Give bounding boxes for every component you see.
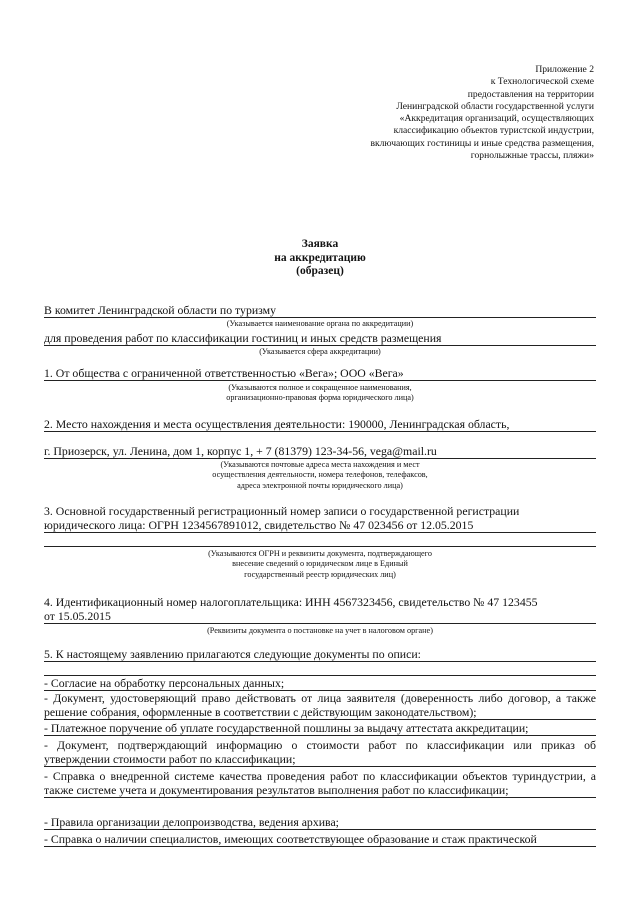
attachments-heading: 5. К настоящему заявлению прилагаются следующие документы по описи: bbox=[44, 647, 596, 662]
ogrn-note: (Указываются ОГРН и реквизиты документа, подтверждающего внесение сведений о юридическом лице в Единый государственный реестр юридических лиц) bbox=[208, 549, 432, 579]
applicant-name-field: 1. От общества с ограниченной ответственностью «Вега»; ООО «Вега» bbox=[44, 366, 596, 381]
appendix-line: Приложение 2 bbox=[535, 64, 594, 75]
attachment-item: - Справка о внедренной системе качества проведения работ по классификации объектов туриндустрии, а также системе учета и документирования результатов выполнения работ по классификации; bbox=[44, 769, 596, 797]
inn-note: (Реквизиты документа о постановке на учет в налоговом органе) bbox=[207, 626, 433, 635]
document-title bbox=[0, 238, 640, 279]
appendix-line: «Аккредитация организаций, осуществляющих bbox=[399, 113, 594, 125]
inn-field-line2: от 15.05.2015 bbox=[44, 609, 596, 624]
appendix-line: классификацию объектов туристской индустрии, bbox=[393, 125, 594, 137]
appendix-line: к Технологической схеме bbox=[490, 76, 594, 88]
appendix-line: предоставления на территории bbox=[467, 88, 594, 100]
authority-field: В комитет Ленинградской области по туризму bbox=[44, 303, 596, 318]
attachment-item: - Платежное поручение об уплате государственной пошлины за выдачу аттестата аккредитации; bbox=[44, 721, 596, 736]
title-line: (образец) bbox=[296, 265, 344, 277]
appendix-header bbox=[294, 64, 594, 162]
attachment-item: - Справка о наличии специалистов, имеющих соответствующее образование и стаж практической bbox=[44, 832, 596, 847]
address-field-line2: г. Приозерск, ул. Ленина, дом 1, корпус 1, + 7 (81379) 123-34-56, vega@mail.ru bbox=[44, 444, 596, 459]
attachments-blank-line bbox=[44, 661, 596, 676]
address-note: (Указываются почтовые адреса места нахождения и мест осуществления деятельности, номера телефонов, телефаксов, адреса электронной почты юридического лица) bbox=[212, 460, 428, 490]
authority-note: (Указывается наименование органа по аккредитации) bbox=[226, 319, 414, 328]
applicant-name-note: (Указываются полное и сокращенное наименования, организационно-правовая форма юридического лица) bbox=[226, 383, 414, 403]
title-line: на аккредитацию bbox=[274, 251, 366, 264]
appendix-line: Ленинградской области государственной услуги bbox=[396, 100, 594, 112]
attachment-item: - Документ, подтверждающий информацию о стоимости работ по классификации или приказ об утверждении стоимости работ по классификации; bbox=[44, 738, 596, 766]
attachment-item: - Согласие на обработку персональных данных; bbox=[44, 676, 596, 691]
attachment-item: - Документ, удостоверяющий право действовать от лица заявителя (доверенность либо договор, а также решение собрания, оформленные в соответствии с действующим законодательством); bbox=[44, 691, 596, 719]
inn-field-line1: 4. Идентификационный номер налогоплательщика: ИНН 4567323456, свидетельство № 47 123455 bbox=[44, 595, 538, 609]
ogrn-field-line1: 3. Основной государственный регистрационный номер записи о государственной регистрации bbox=[44, 504, 520, 518]
appendix-line: включающих гостиницы и иные средства размещения, bbox=[370, 137, 594, 149]
title-line: Заявка bbox=[301, 238, 339, 250]
appendix-line: горнолыжные трассы, пляжи» bbox=[470, 150, 594, 162]
sphere-field: для проведения работ по классификации гостиниц и иных средств размещения bbox=[44, 331, 596, 346]
ogrn-field-blank bbox=[44, 532, 596, 547]
ogrn-field-line2: юридического лица: ОГРН 1234567891012, свидетельство № 47 023456 от 12.05.2015 bbox=[44, 518, 596, 533]
attachment-item: - Правила организации делопроизводства, ведения архива; bbox=[44, 815, 596, 830]
address-field-line1: 2. Место нахождения и места осуществления деятельности: 190000, Ленинградская область, bbox=[44, 417, 596, 432]
sphere-note: (Указывается сфера аккредитации) bbox=[259, 347, 381, 356]
